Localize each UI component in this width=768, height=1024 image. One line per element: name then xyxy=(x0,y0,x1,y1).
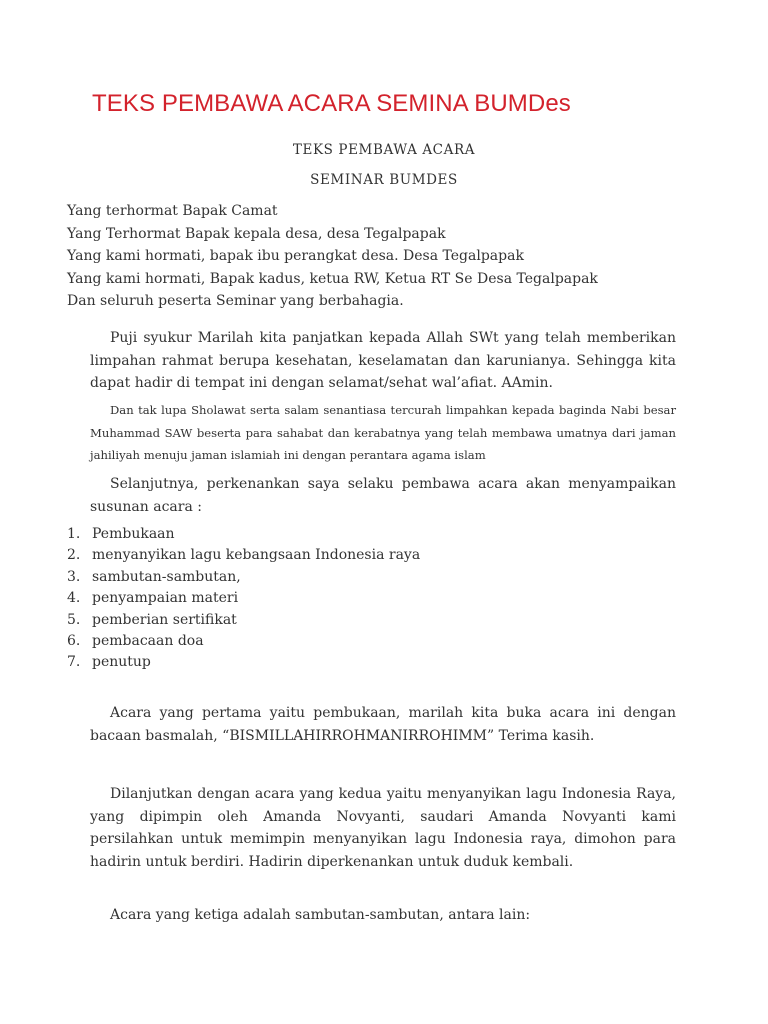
agenda-item xyxy=(67,567,420,588)
paragraph-sholawat: Dan tak lupa Sholawat serta salam senantiasa tercurah limpahkan kepada baginda Nabi besar Muhammad SAW beserta para sahabat dan kerabatnya yang telah membawa umatnya dari jaman jahiliyah menuju jaman islamiah ini dengan perantara agama islam xyxy=(90,403,676,462)
agenda-item-text: pembacaan doa xyxy=(92,633,204,650)
agenda-item xyxy=(67,610,420,631)
document-title: TEKS PEMBAWA ACARA SEMINA BUMDes xyxy=(92,90,571,117)
agenda-item-text: Pembukaan xyxy=(92,526,175,542)
agenda-item xyxy=(67,545,420,566)
agenda-item-number: 1. xyxy=(67,526,81,542)
paragraph-agenda-intro: Selanjutnya, perkenankan saya selaku pembawa acara akan menyampaikan susunan acara : xyxy=(90,476,676,515)
agenda-item-text: penutup xyxy=(92,654,151,671)
paragraph-acara-pertama: Acara yang pertama yaitu pembukaan, marilah kita buka acara ini dengan bacaan basmalah, “BISMILLAHIRROHMANIRROHIMM” Terima kasih. xyxy=(90,705,676,744)
subtitle-teks-pembawa-acara: TEKS PEMBAWA ACARA xyxy=(292,142,476,158)
greeting-line: Yang kami hormati, Bapak kadus, ketua RW, Ketua RT Se Desa Tegalpapak xyxy=(67,270,598,287)
agenda-list xyxy=(67,524,420,674)
agenda-item xyxy=(67,631,420,652)
agenda-item-number: 6. xyxy=(67,633,81,650)
agenda-item-text: penyampaian materi xyxy=(92,590,239,607)
agenda-item-number: 3. xyxy=(67,568,81,585)
agenda-item xyxy=(67,524,420,545)
greeting-line: Yang terhormat Bapak Camat xyxy=(67,203,278,219)
greetings-block xyxy=(67,200,687,313)
agenda-item-text: sambutan-sambutan, xyxy=(92,568,241,585)
greeting-line: Yang Terhormat Bapak kepala desa, desa Tegalpapak xyxy=(67,225,446,242)
paragraph-acara-kedua: Dilanjutkan dengan acara yang kedua yaitu menyanyikan lagu Indonesia Raya, yang dipimpin oleh Amanda Novyanti, saudari Amanda Novyanti kami persilahkan untuk memimpin menyanyikan lagu Indonesia raya, dimohon para hadirin untuk berdiri. Hadirin diperkenankan untuk duduk kembali. xyxy=(90,786,676,870)
agenda-item xyxy=(67,588,420,609)
agenda-item-number: 4. xyxy=(67,590,81,607)
agenda-item-text: menyanyikan lagu kebangsaan Indonesia raya xyxy=(92,547,421,564)
greeting-line: Yang kami hormati, bapak ibu perangkat desa. Desa Tegalpapak xyxy=(67,248,524,264)
agenda-item-number: 2. xyxy=(67,547,81,564)
paragraph-acara-ketiga: Acara yang ketiga adalah sambutan-sambutan, antara lain: xyxy=(110,907,531,923)
paragraph-puji-syukur: Puji syukur Marilah kita panjatkan kepada Allah SWt yang telah memberikan limpahan rahmat berupa kesehatan, keselamatan dan karunianya. Sehingga kita dapat hadir di tempat ini dengan selamat/sehat wal’afiat. AAmin. xyxy=(90,330,676,391)
agenda-item xyxy=(67,652,420,673)
agenda-item-number: 5. xyxy=(67,611,81,628)
subtitle-seminar-bumdes: SEMINAR BUMDES xyxy=(310,172,458,188)
agenda-item-text: pemberian sertifikat xyxy=(92,611,237,628)
agenda-item-number: 7. xyxy=(67,654,81,671)
greeting-line: Dan seluruh peserta Seminar yang berbahagia. xyxy=(67,293,404,309)
